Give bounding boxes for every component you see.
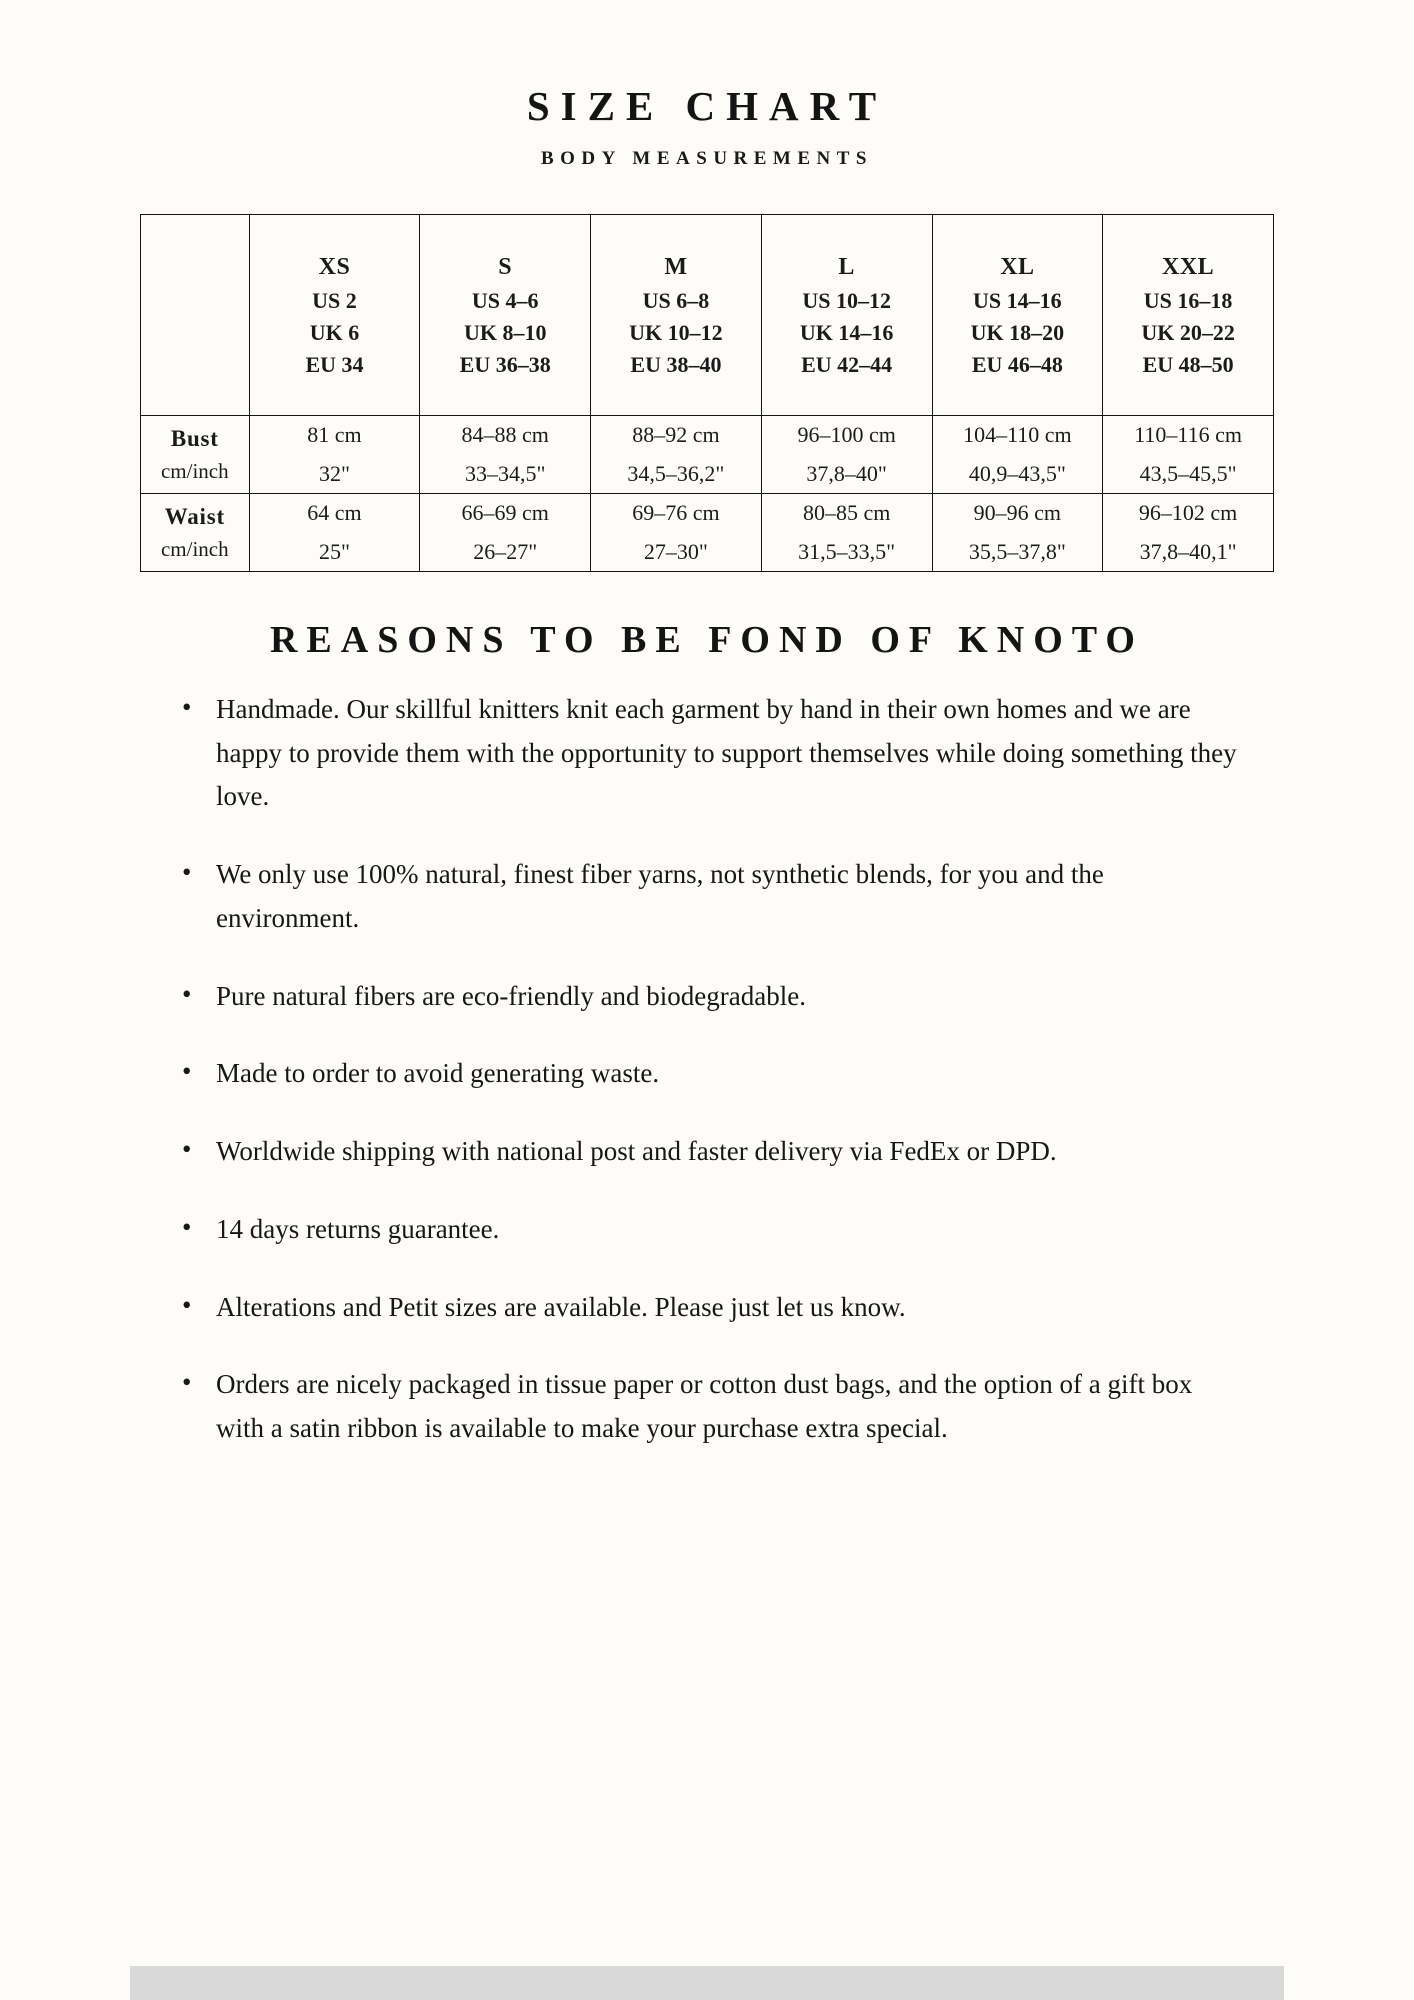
bottom-bar [130,1966,1284,2000]
value-inch: 26–27" [473,538,538,564]
value-inch: 37,8–40" [806,460,887,486]
us-size: US 4–6 [471,288,539,314]
value-inch: 34,5–36,2" [627,460,725,486]
us-size: US 10–12 [802,288,891,314]
value-cm: 96–102 cm [1138,500,1238,525]
uk-size: UK 18–20 [970,320,1065,346]
value-cm: 69–76 cm [632,500,720,525]
list-item: • 14 days returns guarantee. [170,1208,1244,1252]
eu-size: EU 38–40 [630,351,722,377]
value-cm: 104–110 cm [963,422,1072,447]
us-size: US 14–16 [973,288,1062,314]
table-cell [761,494,932,572]
table-header-row [141,215,1274,416]
size-label: XXL [1162,254,1215,281]
uk-size: UK 6 [309,320,360,346]
value-cm: 88–92 cm [632,422,720,447]
size-chart-table [140,214,1274,572]
uk-size: UK 10–12 [629,320,723,346]
list-item: • Orders are nicely packaged in tissue paper or cotton dust bags, and the option of a gift box with a satin ribbon is available to make your purchase extra special. [170,1363,1244,1450]
value-inch: 32" [318,460,350,486]
size-label: M [664,254,688,281]
value-cm: 80–85 cm [802,500,891,525]
value-inch: 43,5–45,5" [1139,460,1237,486]
us-size: US 2 [312,288,357,314]
size-chart-table-wrapper [140,214,1274,572]
table-row [141,416,1274,494]
value-cm: 81 cm [307,422,362,447]
value-cm: 84–88 cm [461,422,549,447]
table-column-header [932,215,1103,416]
table-cell [249,494,420,572]
value-inch: 27–30" [643,538,708,564]
table-row [141,494,1274,572]
table-cell [932,494,1103,572]
value-cm: 66–69 cm [461,500,549,525]
reasons-list [130,688,1284,1451]
table-body [141,416,1274,572]
table-column-header [420,215,591,416]
table-cell [420,416,591,494]
list-item: • Alterations and Petit sizes are available. Please just let us know. [170,1286,1244,1330]
value-cm: 96–100 cm [797,422,896,447]
list-item: • Made to order to avoid generating waste. [170,1052,1244,1096]
table-cell [761,416,932,494]
value-cm: 110–116 cm [1134,422,1242,447]
measurement-unit: cm/inch [160,459,229,483]
eu-size: EU 42–44 [801,351,893,377]
uk-size: UK 14–16 [799,320,894,346]
list-item: • We only use 100% natural, finest fiber yarns, not synthetic blends, for you and the environment. [170,853,1244,940]
measurement-name: Waist [164,503,225,529]
row-header [141,494,250,572]
eu-size: EU 48–50 [1142,351,1234,377]
table-column-header [761,215,932,416]
table-cell [249,416,420,494]
value-inch: 40,9–43,5" [968,460,1066,486]
uk-size: UK 20–22 [1141,320,1235,346]
value-inch: 37,8–40,1" [1139,538,1237,564]
table-header [141,215,1274,416]
table-cell [591,416,762,494]
table-column-header [591,215,762,416]
row-header [141,416,250,494]
measurement-unit: cm/inch [160,537,229,561]
value-cm: 90–96 cm [973,500,1062,525]
table-cell [591,494,762,572]
reasons-title: REASONS TO BE FOND OF KNOTO [269,619,1144,661]
table-corner-cell [141,215,250,416]
page-title: SIZE CHART [526,83,888,129]
size-label: XS [318,254,351,281]
us-size: US 6–8 [642,288,710,314]
value-inch: 31,5–33,5" [798,538,896,564]
table-cell [1103,416,1274,494]
value-cm: 64 cm [307,500,362,525]
eu-size: EU 46–48 [971,351,1063,377]
list-item: • Worldwide shipping with national post and faster delivery via FedEx or DPD. [170,1130,1244,1174]
table-column-header [1103,215,1274,416]
size-label: L [838,254,855,281]
measurement-name: Bust [170,425,219,451]
value-inch: 35,5–37,8" [968,538,1066,564]
table-cell [420,494,591,572]
table-cell [1103,494,1274,572]
uk-size: UK 8–10 [463,320,547,346]
size-label: S [498,254,513,281]
eu-size: EU 36–38 [459,351,551,377]
list-item: • Pure natural fibers are eco-friendly and biodegradable. [170,975,1244,1019]
value-inch: 25" [318,538,350,564]
list-item: • Handmade. Our skillful knitters knit each garment by hand in their own homes and we are happy to provide them with the opportunity to support themselves while doing something they love. [170,688,1244,819]
us-size: US 16–18 [1143,288,1233,314]
eu-size: EU 34 [305,351,364,377]
value-inch: 33–34,5" [464,460,546,486]
table-column-header [249,215,420,416]
table-cell [932,416,1103,494]
size-label: XL [1000,254,1035,281]
page-subtitle: BODY MEASUREMENTS [540,148,873,169]
